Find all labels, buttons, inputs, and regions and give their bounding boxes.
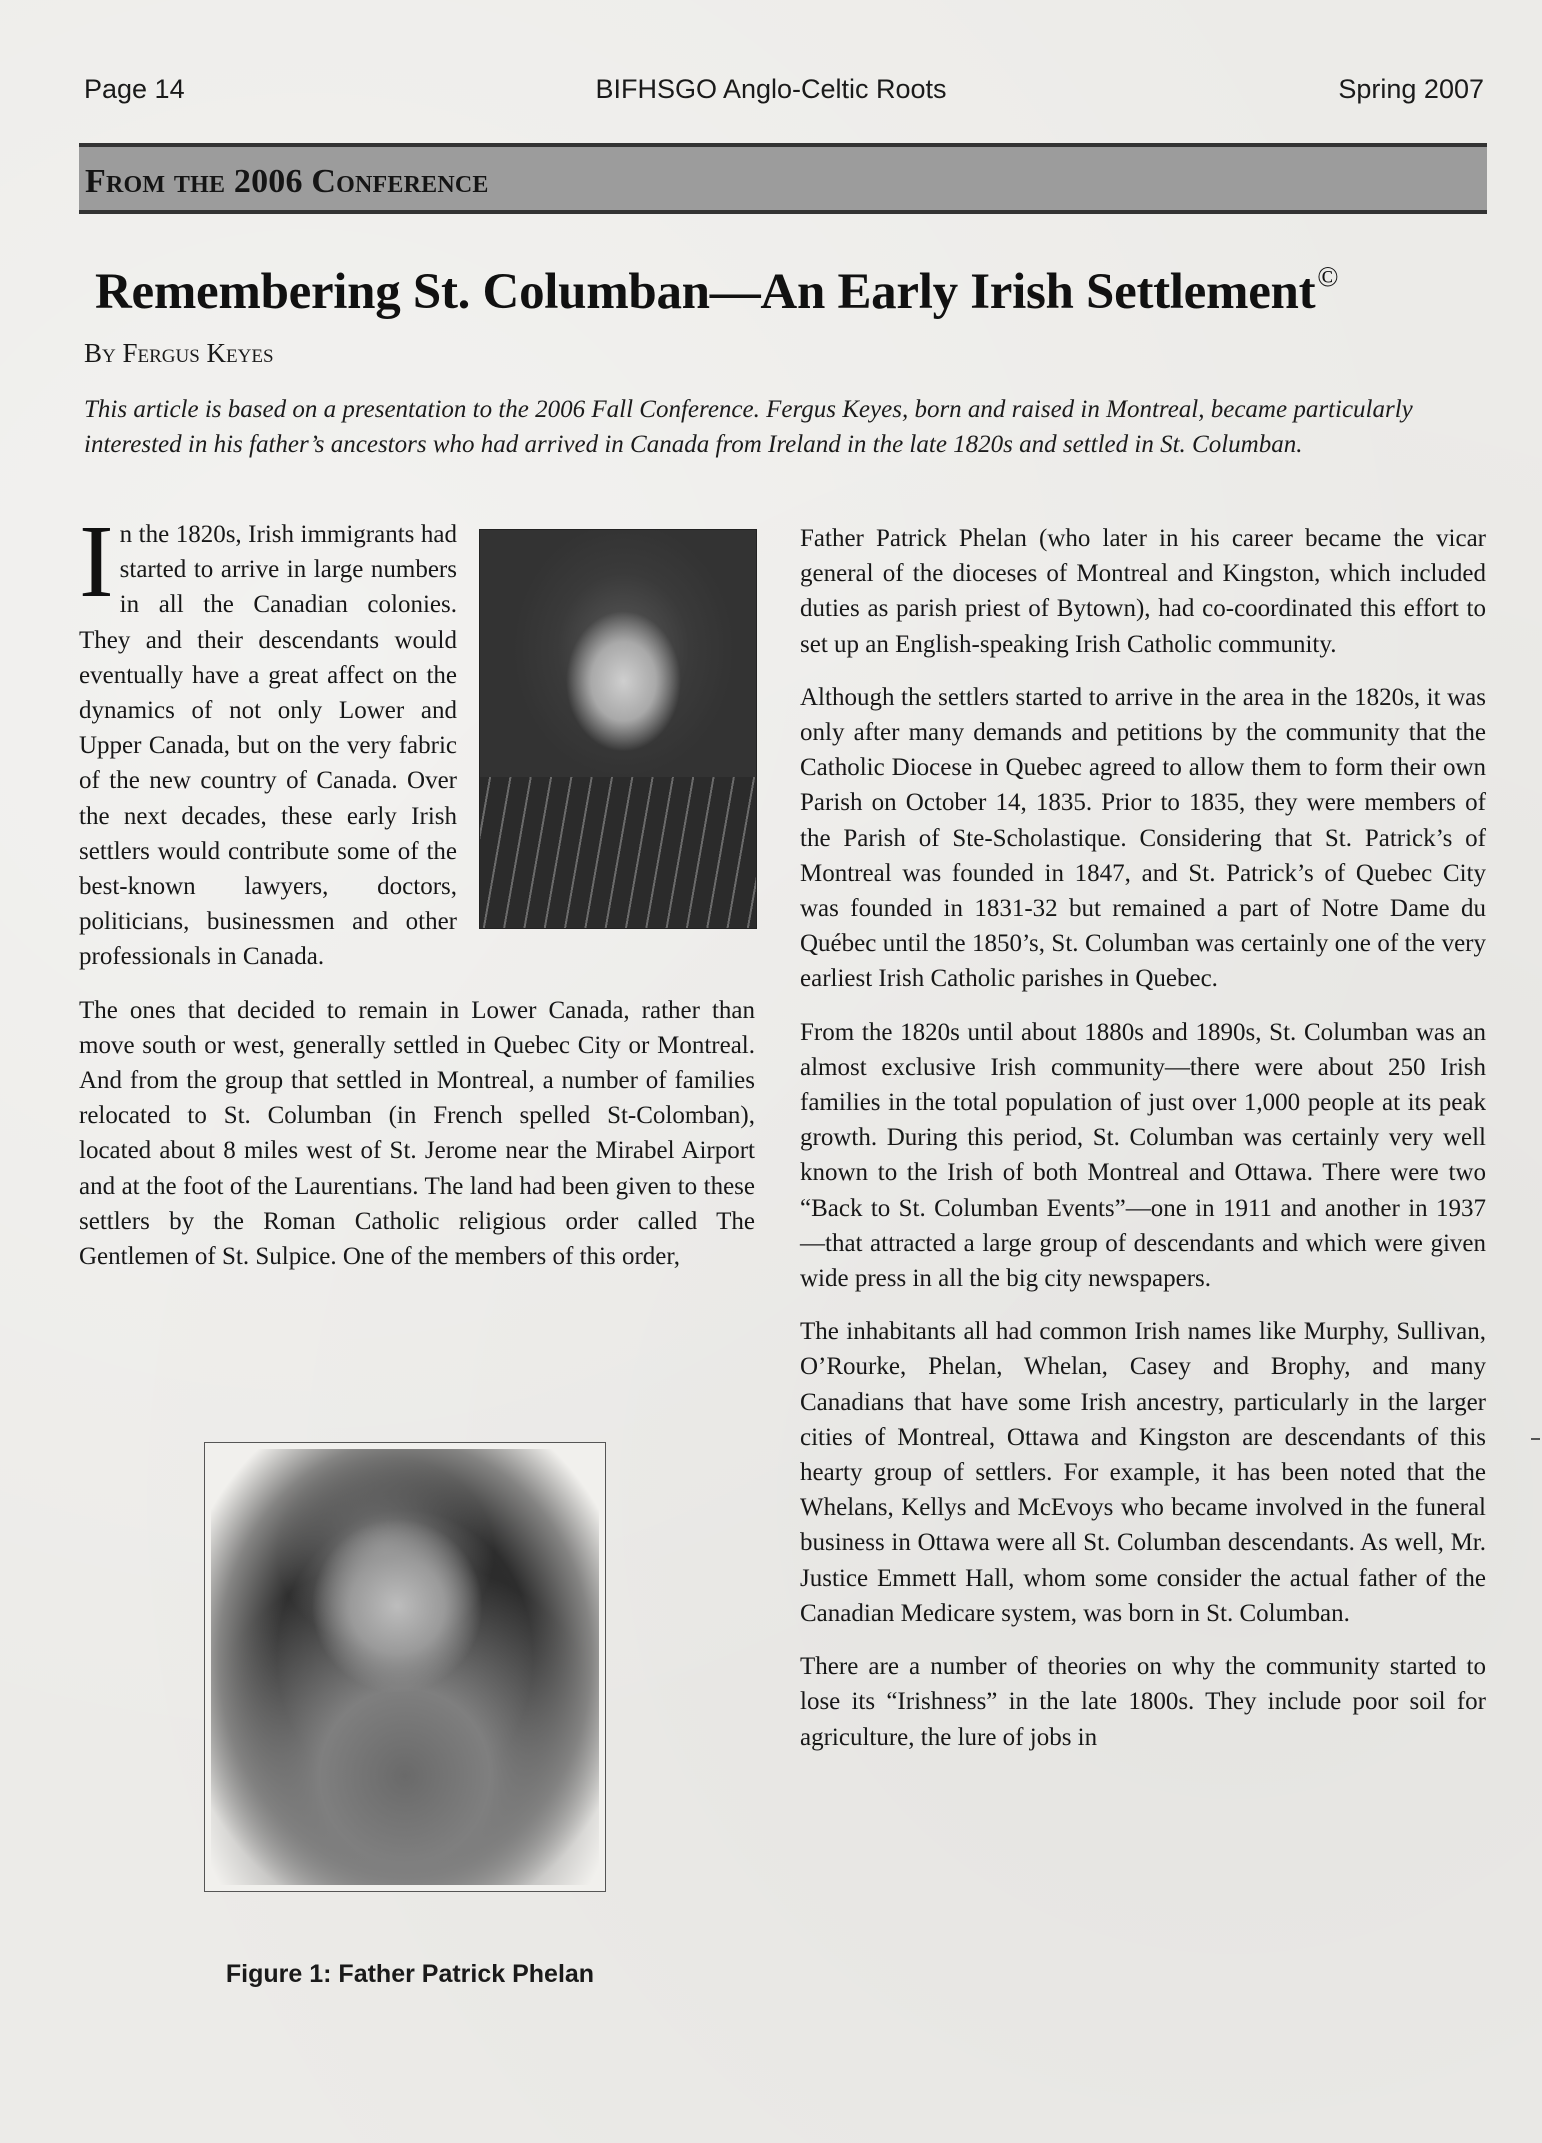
article-title-text: Remembering St. Columban—An Early Irish Settlement <box>95 264 1316 320</box>
left-column <box>79 504 755 1292</box>
figure-caption: Figure 1: Father Patrick Phelan <box>225 1960 595 1988</box>
paragraph: There are a number of theories on why the community started to lose its “Irishness” in the late 1800s. They include poor soil for agriculture, the lure of jobs in <box>800 1653 1486 1751</box>
portrait-image <box>211 1449 599 1885</box>
paragraph: Although the settlers started to arrive in the area in the 1820s, it was only after many demands and petitions by the community that the Catholic Diocese in Quebec agreed to allow them to form their own Parish on October 14, 1835. Prior to 1835, they were members of the Parish of Ste-Scholastique. Considering that St. Patrick’s of Montreal was founded in 1847, and St. Patrick’s of Quebec City was founded in 1831-32 but remained a part of Notre Dame du Québec until the 1850’s, St. Columban was certainly one of the very earliest Irish Catholic parishes in Quebec. <box>800 683 1486 993</box>
author-photo-frame <box>479 529 755 931</box>
article-intro: This article is based on a presentation to the 2006 Fall Conference. Fergus Keyes, born and raised in Montreal, became particularly interested in his father’s ancestors who had arrived in Canada from Ireland in the late 1820s and settled in St. Columban. <box>84 396 1413 458</box>
page-number: Page 14 <box>84 74 185 104</box>
author-photo <box>479 529 757 929</box>
figure-frame <box>204 1442 606 1892</box>
paragraph: From the 1820s until about 1880s and 1890s, St. Columban was an almost exclusive Irish community—there were about 250 Irish families in the total population of just over 1,000 people at its peak growth. During this period, St. Columban was certainly very well known to the Irish of both Montreal and Ottawa. There were two “Back to St. Columban Events”—one in 1911 and another in 1937—that attracted a large group of descendants and which were given wide press in all the big city newspapers. <box>800 1018 1486 1293</box>
copyright-mark: © <box>1317 262 1339 293</box>
margin-mark <box>1531 1438 1540 1440</box>
publication-name: BIFHSGO Anglo-Celtic Roots <box>595 74 947 104</box>
section-band <box>79 143 1487 214</box>
drop-cap: I <box>79 504 114 619</box>
issue-date: Spring 2007 <box>1338 74 1484 104</box>
paragraph: The ones that decided to remain in Lower Canada, rather than move south or west, generally settled in Quebec City or Montreal. And from the group that settled in Montreal, a number of families relocated to St. Columban (in French spelled St-Colomban), located about 8 miles west of St. Jerome near the Mirabel Airport and at the foot of the Laurentians. The land had been given to these settlers by the Roman Catholic religious order called The Gentlemen of St. Sulpice. One of the members of this order, <box>79 996 755 1271</box>
right-column <box>800 521 1486 1773</box>
byline: By Fergus Keyes <box>84 338 274 368</box>
paragraph: The inhabitants all had common Irish names like Murphy, Sullivan, O’Rourke, Phelan, Whelan, Casey and Brophy, and many Canadians that have some Irish ancestry, particularly in the larger cities of Montreal, Ottawa and Kingston are descendants of this hearty group of settlers. For example, it has been noted that the Whelans, Kellys and McEvoys who became involved in the funeral business in Ottawa were all St. Columban descendants. As well, Mr. Justice Emmett Hall, whom some consider the actual father of the Canadian Medicare system, was born in St. Columban. <box>800 1318 1486 1627</box>
paragraph: Father Patrick Phelan (who later in his career became the vicar general of the dioceses of Montreal and Kingston, which included duties as parish priest of Bytown), had co-coordinated this effort to set up an English-speaking Irish Catholic community. <box>800 525 1486 658</box>
section-label: From the 2006 Conference <box>85 163 489 200</box>
article-title <box>95 262 1338 321</box>
paragraph-text: n the 1820s, Irish immigrants had started to arrive in large numbers in all the Canadian colonies. They and their descendants would eventually have a great affect on the dynamics of not only Lower and Upper Canada, but on the very fabric of the new country of Canada. Over the next decades, these early Irish settlers would contribute some of the best-known lawyers, doctors, politicians, businessmen and other professionals in Canada. <box>79 521 457 971</box>
paragraph <box>79 504 755 975</box>
